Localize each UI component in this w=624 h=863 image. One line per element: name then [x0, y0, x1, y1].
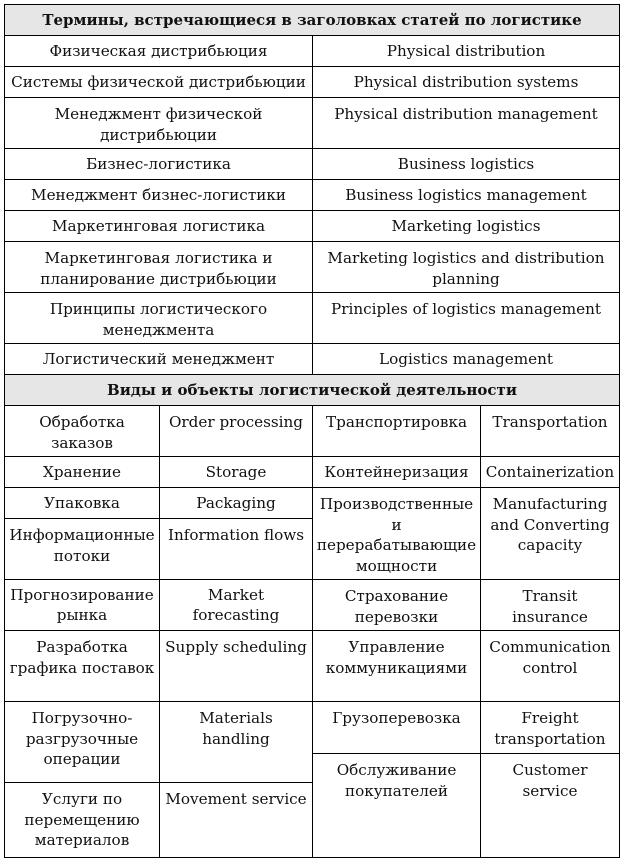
activity-ru-cell: [4, 518, 160, 580]
activity-en-cell: [159, 579, 313, 631]
term-ru-cell-text: Бизнес-логистика: [86, 154, 231, 173]
activity-en-cell: [480, 456, 620, 488]
activity-ru-cell: [312, 753, 481, 858]
term-en-cell: [312, 210, 620, 242]
logistics-terms-table: [4, 4, 619, 857]
section-header-terms-text: Термины, встречающиеся в заголовках статей по логистике: [42, 10, 582, 29]
activity-en-cell: [159, 701, 313, 783]
activity-ru-cell-text: Страхование перевозки: [344, 587, 449, 626]
activity-ru-cell-text: Упаковка: [44, 493, 120, 512]
term-ru-cell-text: Маркетинговая логистика: [51, 216, 266, 235]
activity-en-cell: [480, 579, 620, 631]
activity-ru-cell-text: Погрузочно-разгрузочные операции: [25, 709, 139, 768]
activity-en-cell: [480, 753, 620, 858]
term-en-cell-text: Physical distribution: [386, 41, 546, 60]
activity-en-cell-text: Customer service: [512, 761, 588, 800]
activity-en-cell-text: Freight transportation: [494, 709, 606, 748]
activity-ru-cell-text: Контейнеризация: [324, 462, 469, 481]
term-en-cell: [312, 343, 620, 375]
term-en-cell-text: Principles of logistics management: [330, 300, 601, 318]
section-header-activities-text: Виды и объекты логистической деятельности: [107, 380, 517, 399]
term-ru-cell: [4, 343, 313, 375]
term-en-cell-text: Business logistics: [397, 154, 535, 173]
activity-ru-cell-text: Управление коммуникациями: [325, 638, 468, 677]
activity-en-cell-text: Transportation: [492, 413, 608, 431]
activity-ru-cell: [4, 405, 160, 457]
activity-ru-cell: [312, 405, 481, 457]
activity-ru-cell: [312, 701, 481, 754]
term-ru-cell: [4, 148, 313, 180]
activity-en-cell: [480, 701, 620, 754]
term-en-cell: [312, 148, 620, 180]
term-ru-cell-text: Системы физической дистрибьюции: [11, 72, 306, 91]
term-en-cell-text: Logistics management: [379, 349, 553, 368]
activity-en-cell-text: Market forecasting: [192, 585, 280, 624]
activity-ru-cell: [4, 630, 160, 702]
activity-ru-cell: [312, 456, 481, 488]
activity-en-cell-text: Information flows: [167, 526, 305, 544]
term-en-cell: [312, 97, 620, 149]
term-ru-cell: [4, 292, 313, 344]
activity-en-cell: [480, 630, 620, 702]
activity-ru-cell-text: Обслуживание покупателей: [336, 761, 457, 800]
activity-en-cell: [159, 487, 313, 519]
activity-ru-cell-text: Услуги по перемещению материалов: [24, 790, 140, 849]
activity-ru-cell: [4, 487, 160, 519]
activity-ru-cell: [4, 782, 160, 858]
activity-ru-cell-text: Обработка заказов: [39, 413, 125, 452]
term-ru-cell: [4, 179, 313, 211]
activity-en-cell: [159, 782, 313, 858]
activity-ru-cell: [4, 701, 160, 783]
activity-en-cell: [159, 518, 313, 580]
activity-ru-cell-text: Грузоперевозка: [332, 709, 461, 727]
activity-en-cell-text: Movement service: [165, 790, 307, 808]
activity-ru-cell-text: Транспортировка: [325, 413, 467, 431]
term-ru-cell: [4, 241, 313, 293]
term-en-cell-text: Marketing logistics: [391, 216, 541, 235]
term-en-cell-text: Physical distribution systems: [353, 72, 579, 91]
term-ru-cell-text: Менеджмент бизнес-логистики: [31, 185, 286, 204]
activity-en-cell-text: Communication control: [489, 638, 611, 677]
term-ru-cell-text: Менеджмент физической дистрибьюции: [54, 105, 263, 144]
activity-en-cell-text: Materials handling: [199, 709, 273, 748]
activity-ru-cell: [4, 579, 160, 631]
activity-en-cell: [159, 456, 313, 488]
term-en-cell: [312, 241, 620, 293]
term-en-cell-text: Business logistics management: [345, 185, 587, 204]
activity-ru-cell-text: Производственные и перерабатывающие мощности: [316, 495, 477, 575]
activity-en-cell-text: Storage: [205, 462, 267, 481]
term-en-cell: [312, 66, 620, 98]
term-en-cell-text: Physical distribution management: [334, 105, 598, 123]
term-en-cell: [312, 179, 620, 211]
activity-ru-cell-text: Хранение: [43, 462, 121, 481]
section-header-activities: [4, 374, 620, 406]
activity-ru-cell-text: Информационные потоки: [9, 526, 155, 565]
term-ru-cell: [4, 35, 313, 67]
activity-ru-cell: [312, 579, 481, 631]
activity-en-cell-text: Manufacturing and Converting capacity: [490, 495, 610, 554]
term-en-cell: [312, 292, 620, 344]
term-en-cell-text: Marketing logistics and distribution planning: [327, 249, 605, 288]
activity-en-cell-text: Transit insurance: [512, 587, 588, 626]
term-ru-cell-text: Маркетинговая логистика и планирование дистрибьюции: [40, 249, 277, 288]
activity-ru-cell: [312, 487, 481, 580]
activity-en-cell: [159, 630, 313, 702]
term-en-cell: [312, 35, 620, 67]
activity-en-cell-text: Packaging: [196, 493, 276, 512]
term-ru-cell-text: Логистический менеджмент: [42, 349, 275, 368]
section-header-terms: [4, 4, 620, 36]
term-ru-cell-text: Принципы логистического менеджмента: [49, 300, 268, 339]
term-ru-cell: [4, 97, 313, 149]
term-ru-cell: [4, 66, 313, 98]
term-ru-cell: [4, 210, 313, 242]
term-ru-cell-text: Физическая дистрибьюция: [49, 41, 268, 60]
activity-en-cell: [480, 405, 620, 457]
activity-en-cell: [480, 487, 620, 580]
activity-ru-cell-text: Прогнозирование рынка: [10, 585, 154, 624]
activity-ru-cell-text: Разработка графика поставок: [9, 638, 155, 677]
activity-en-cell-text: Containerization: [485, 462, 615, 481]
activity-ru-cell: [312, 630, 481, 702]
activity-en-cell: [159, 405, 313, 457]
activity-ru-cell: [4, 456, 160, 488]
activity-en-cell-text: Supply scheduling: [165, 638, 307, 656]
activity-en-cell-text: Order processing: [168, 413, 304, 431]
